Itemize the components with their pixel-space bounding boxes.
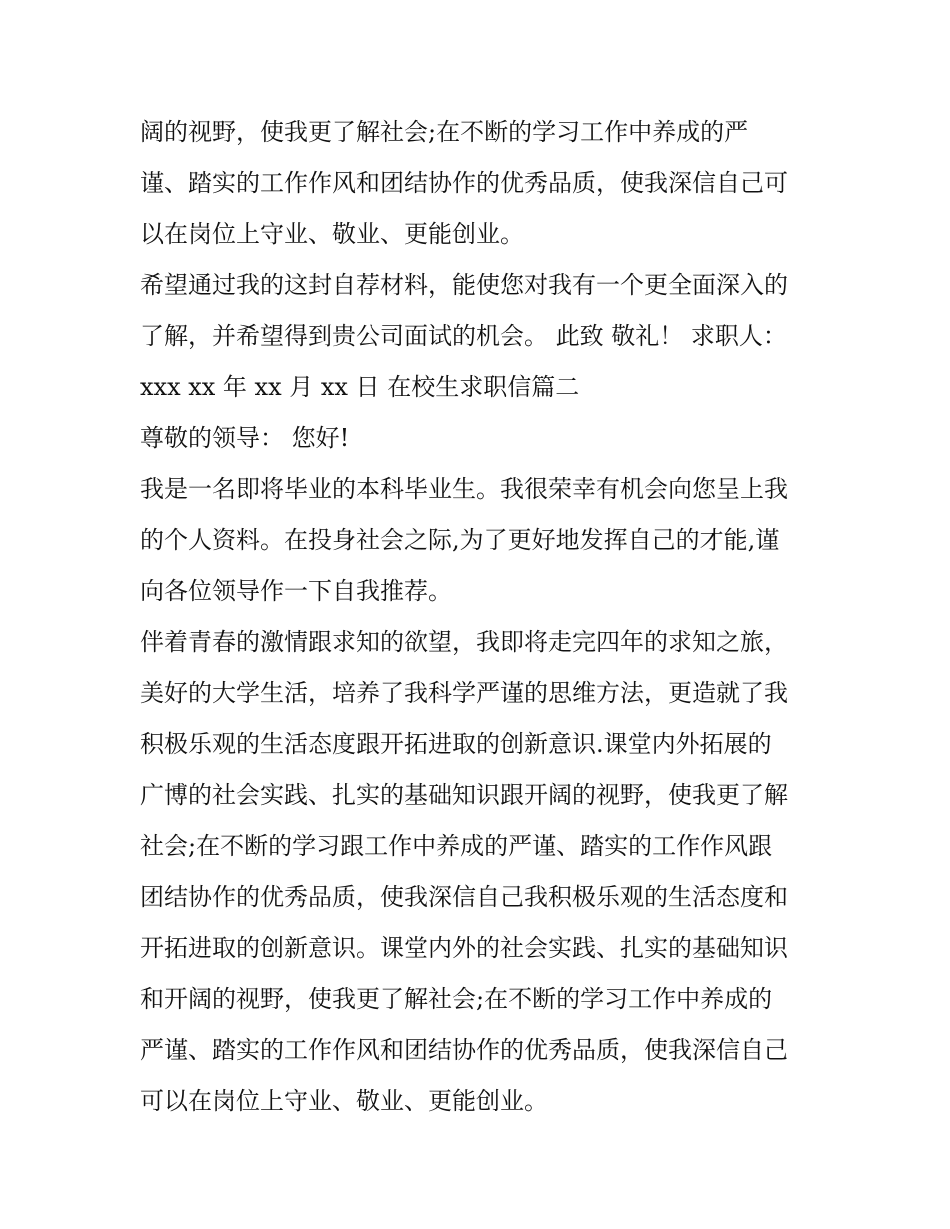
text-line: 广博的社会实践、扎实的基础知识跟开阔的视野，使我更了解	[140, 781, 788, 809]
document-body	[140, 107, 820, 1127]
text-line: 积极乐观的生活态度跟开拓进取的创新意识.课堂内外拓展的	[140, 730, 772, 758]
text-line: 希望通过我的这封自荐材料，能使您对我有一个更全面深入的	[140, 271, 788, 299]
text-line: 伴着青春的激情跟求知的欲望，我即将走完四年的求知之旅，	[140, 628, 788, 656]
text-line: 社会;在不断的学习跟工作中养成的严谨、踏实的工作作风跟	[140, 832, 773, 860]
text-line: 阔的视野，使我更了解社会;在不断的学习工作中养成的严	[140, 118, 749, 146]
text-line: 我是一名即将毕业的本科毕业生。我很荣幸有机会向您呈上我	[140, 475, 788, 503]
text-line: 可以在岗位上守业、敬业、更能创业。	[140, 1087, 548, 1115]
text-line: 了解，并希望得到贵公司面试的机会。 此致 敬礼！ 求职人：	[140, 322, 787, 350]
text-line: 严谨、踏实的工作作风和团结协作的优秀品质，使我深信自己	[140, 1036, 788, 1064]
text-line: 的个人资料。在投身社会之际,为了更好地发挥自己的才能,谨	[140, 526, 780, 554]
text-line: 团结协作的优秀品质，使我深信自己我积极乐观的生活态度和	[140, 883, 788, 911]
text-line: 谨、踏实的工作作风和团结协作的优秀品质，使我深信自己可	[140, 169, 788, 197]
text-line: 向各位领导作一下自我推荐。	[140, 577, 452, 605]
text-line: 开拓进取的创新意识。课堂内外的社会实践、扎实的基础知识	[140, 934, 788, 962]
date-and-title-line: xxx xx 年 xx 月 xx 日 在校生求职信篇二	[140, 373, 580, 401]
salutation-line: 尊敬的领导： 您好!	[140, 424, 350, 452]
text-line: 美好的大学生活，培养了我科学严谨的思维方法，更造就了我	[140, 679, 788, 707]
text-line: 以在岗位上守业、敬业、更能创业。	[140, 220, 524, 248]
text-line: 和开阔的视野，使我更了解社会;在不断的学习工作中养成的	[140, 985, 773, 1013]
